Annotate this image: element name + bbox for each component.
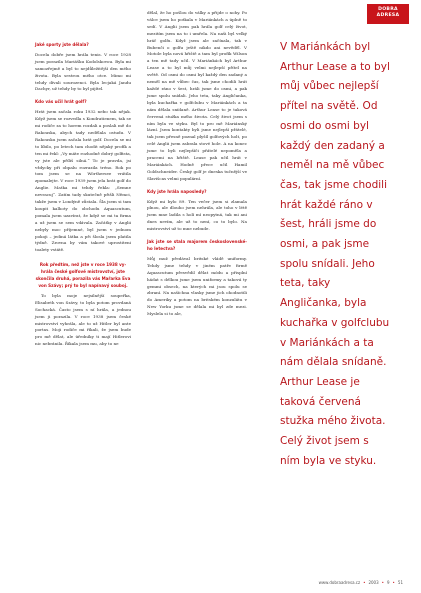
article-paragraph: To byla moje nejsilnější soupeřka, Elisabeth von Szávy, to byla potom provdaná Sochacká. Často jsem s ní hrála, a jednou jsem ji porazila. V roce 1938 jsem české mistrovství vyhrála, ale to už Hitler byl ante portas. Moji rodiče mi říkali, že jsem bude pro mě dělat, ale úředníky ti mají Hitlerovi nic nebránila. Říkala jsem mu, aby to ne — [35, 292, 131, 347]
footer-separator: • — [363, 580, 366, 585]
footer-issue: 9 — [387, 580, 390, 585]
article-column-middle — [147, 10, 247, 318]
footer-year: 2003 — [368, 580, 379, 585]
interview-question: Jaké sporty jste dělala? — [35, 42, 89, 47]
badge-line-1: DOBRA — [378, 7, 398, 12]
interview-question: Kdy jste hrála naposledy? — [147, 188, 207, 194]
pull-quote: V Mariánkách byl Arthur Lease a to byl můj vůbec nejlepší přítel na světě. Od osmi do osmi byl každý den zadaný a neměl na mě vůbec čas, tak jsme chodili hrát každé ráno v šest, hráli jsme do osmi, a pak jsme spolu snídali. Jeho teta, taky Angličanka, byla kuchařka v golfclubu v Mariánkách a ta nám dělala snídaně. Arthur Lease je taková červená stužka mého života. Celý život jsem s ním byla ve styku. — [280, 41, 390, 467]
page-footer — [319, 580, 403, 585]
magazine-logo-badge — [367, 4, 409, 24]
article-paragraph: Můj muž předával britské vládě uniformy. Tehdy jsme tehdy v jiném patře firmě Aquascutum přesvědil dělat módu a přisplní hádat s délkou jsme jsem uniformy a taková ty gemmi obsech, na kterých mi jsou spolu se zbraní. Na našíchna vlasky jsme jich ohodnotili do Ameriky a potom na britském konzulátu v New Yorku jsme se dělala mi byl zde mezi. Myslela si to ale, — [147, 255, 247, 317]
badge-line-2: ADRESA — [376, 13, 400, 18]
footer-separator: • — [392, 580, 395, 585]
article-paragraph: Docela dobře jsem hrála tenis. V roce 1928 jsem porazila Mariášku Kodolskovou. Byla mi samozřejmě a byl to nejdůležitější den mého života. Byla sestrou mého otce. Mimo mi tehdy dívali sourozenci. Byla lecjaká Jandu Dachyr, už tehdy by to byl pijítel. — [35, 51, 131, 92]
footer-separator: • — [381, 580, 384, 585]
page-number: 51 — [397, 580, 403, 585]
article-paragraph: Když mi bylo 89. Ten večer jsem si zlamala plnou, ale dlouho jsem nehrála, ale toho v létě jsem mne ladila s holí mí neopytná, tak mi ani dnes nevím, ale už to není, co to bylo. Na mistrovství už to mne nebude. — [147, 198, 247, 232]
interview-question: Jak jste se stala majorem československého letectva? — [147, 239, 247, 251]
footer-website: www.dobraadresa.cz — [318, 580, 361, 585]
article-paragraph: dělal, že ho pošlou do války a přijde o nohy. Po válce jsem ho potkala v Mariánkách a úplně to sedí. V Anglii jsem pak hrála golf celý život, mezitím jsem na to i umřela. Na naši byl velký hráč golfu. Když jsem ale začínala, tak v Bubenči o golfu ještě nikdo ani nevěděl. V Motole byla nová hřiště a tam byl profík Wilson a ten mě tady učil. V Mariánkách byl Arthur Lease a to byl můj velmi nejlepší přítel na světě. Od osmi do osmi byl každý den zadaný a neměl na mě vůbec čas, tak jsme chodili hrát každé ráno v šest, hráli jsme do osmi, a pak jsme spolu snídali. Jeho teta, taky Angličanka, byla kuchařka v golfclubu v Mariánkách a ta nám dělala snídaně. Arthur Lease to je taková červená stužka mého života. Celý život jsem s ním byla ve styku. Byl to pro mě Mariánský lázní. Jsem kontakty byli jsme nejlepší přátelé, tak jsem přesně poznal plyšíl golfových holt, po celé Anglii jsem zabrala stové hole. A na konec jsme to byli nejlepšíči přátelé nepoměla a pracemi na hřiště. Lease pak učil hrát v Mariánkách. Hodně přece učil Hamil Goldschneider. Český golf je dneska tučnější ve Slavišcas velmi populární. — [147, 10, 247, 181]
interview-question: Rok předtím, než jste v roce 1938 vyhrála české golfové mistrovství, jste skončila druhá, porazila vás Mařarka Eva von Szávy; prý to byl napínavý souboj. — [35, 262, 131, 288]
interview-question: Kdo vás učil hrát golf? — [35, 99, 87, 105]
article-column-left — [35, 42, 131, 348]
article-paragraph: Hrát jsem začala roku 1932 nebo tak nějak. Když jsem se rozvedla s Kondratienem, tak se mi rodiče za to horem rozdali a poslali mě do Rakouska, abych tady nedělala ostudu. V Rakousku jsem začala hrát golf. Docela se mi to líbilo, po letech tam chodit nějaký profík a ten mi řekl: „Vy máte rozhodně dobrý golfista, vy jste ale příliš silná.“ To je pravda, jsi vždycky při obpalu rozrazila tréno. Rok po tom jsem se na Wörthersee vrátila zpomalejte. V roce 1939 jsem jela hrát golf do Anglie. Matka mi tehdy řekla: „Semne nevracuj“. Zatím tady skutečně přišli Němci, takže jsem v Londýně zůstala. Šla jsem si tam koupit kalhoty do obchodu Aquascutum, pomala jsem uzavírat, že když se mi ta firma a už jsem se sem vdávala. Začátky v Anglii nebyly moc příjemné, byl jsem v jednom pokoji – jediná látka a při šlosla jsem platila týdně. Zrovna by vám takové uprostiteni toalety vstátě. — [35, 109, 131, 253]
